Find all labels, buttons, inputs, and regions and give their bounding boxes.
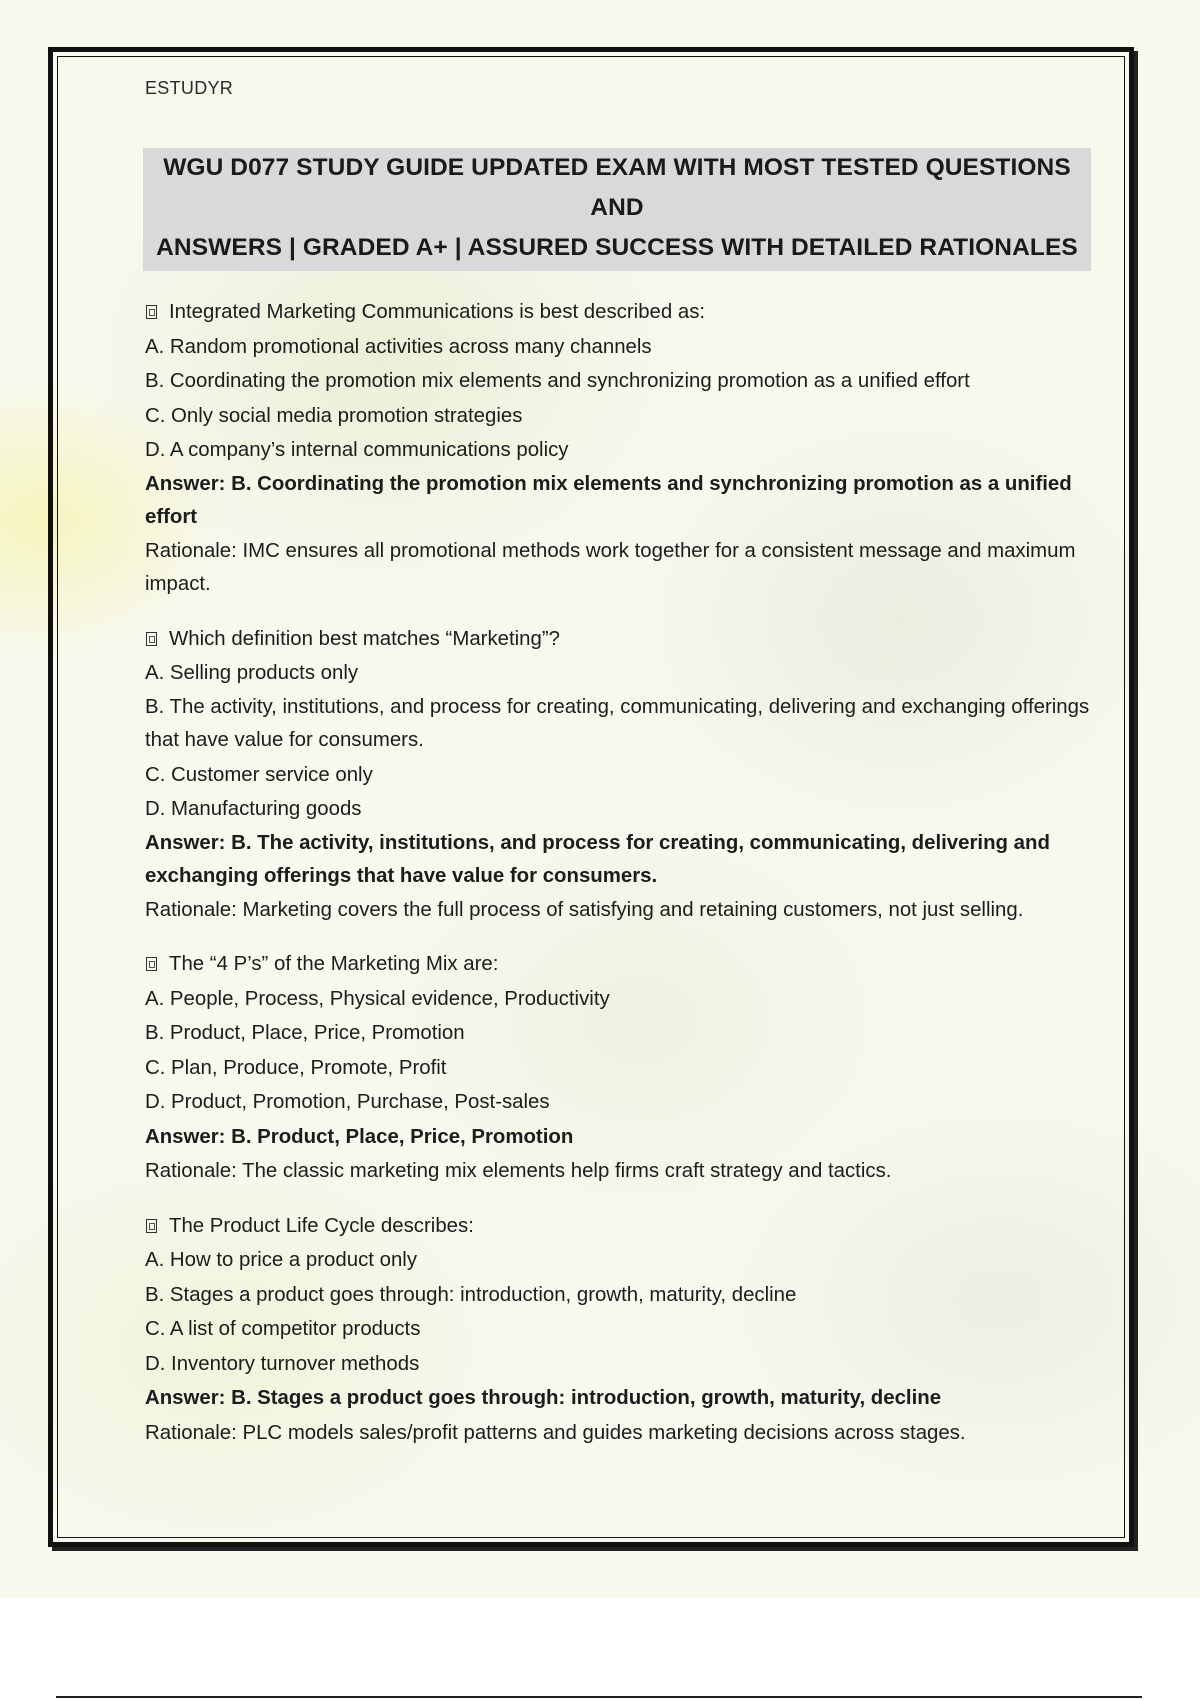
question-block (145, 295, 1091, 602)
option-a: A. How to price a product only (145, 1249, 418, 1271)
title-line-2: ANSWERS | GRADED A+ | ASSURED SUCCESS WITH DETAILED RATIONALES (156, 234, 1078, 261)
document-content (145, 74, 1091, 1450)
footer-rule (56, 1696, 1142, 1698)
checkbox-icon (146, 305, 157, 319)
option-d: D. Manufacturing goods (145, 798, 362, 820)
checkbox-icon (146, 1219, 157, 1233)
answer-text: Answer: B. The activity, institutions, and process for creating, communicating, delivering and exchanging offerings that have value for consumers. (145, 831, 1050, 887)
title-line-1: WGU D077 STUDY GUIDE UPDATED EXAM WITH MOST TESTED QUESTIONS AND (163, 154, 1071, 221)
question-line (145, 295, 1091, 330)
page-bottom-area (0, 1598, 1200, 1700)
checkbox-icon (146, 632, 157, 646)
answer-text: Answer: B. Product, Place, Price, Promotion (145, 1125, 574, 1148)
option-b: B. The activity, institutions, and process for creating, communicating, delivering and exchanging offerings that have value for consumers. (145, 695, 1090, 751)
rationale-text: Rationale: IMC ensures all promotional methods work together for a consistent message and maximum impact. (145, 539, 1076, 595)
question-text: The Product Life Cycle describes: (169, 1214, 474, 1237)
option-c: C. Plan, Produce, Promote, Profit (145, 1056, 447, 1079)
option-a: A. Selling products only (145, 662, 359, 684)
rationale-text: Rationale: The classic marketing mix elements help firms craft strategy and tactics. (145, 1160, 892, 1182)
option-c: C. Customer service only (145, 763, 373, 786)
option-c: C. Only social media promotion strategies (145, 404, 523, 427)
brand-header: ESTUDYR (145, 78, 234, 98)
question-text: Integrated Marketing Communications is best described as: (169, 301, 706, 323)
option-d: D. A company’s internal communications policy (145, 439, 569, 461)
question-block (145, 1209, 1091, 1451)
question-text: Which definition best matches “Marketing”? (169, 627, 560, 650)
question-line (145, 1209, 1091, 1244)
document-title (143, 148, 1091, 271)
question-block (145, 622, 1091, 928)
question-block (145, 947, 1091, 1189)
option-a: A. People, Process, Physical evidence, Productivity (145, 987, 610, 1010)
option-b: B. Product, Place, Price, Promotion (145, 1022, 465, 1044)
checkbox-icon (146, 957, 157, 971)
option-d: D. Inventory turnover methods (145, 1352, 420, 1375)
question-line (145, 947, 1091, 982)
answer-text: Answer: B. Stages a product goes through: introduction, growth, maturity, decline (145, 1387, 942, 1409)
option-b: B. Stages a product goes through: introduction, growth, maturity, decline (145, 1283, 797, 1306)
option-a: A. Random promotional activities across many channels (145, 335, 652, 358)
option-d: D. Product, Promotion, Purchase, Post-sales (145, 1091, 550, 1113)
answer-text: Answer: B. Coordinating the promotion mix elements and synchronizing promotion as a unified effort (145, 472, 1072, 528)
rationale-text: Rationale: PLC models sales/profit patterns and guides marketing decisions across stages. (145, 1421, 966, 1444)
option-c: C. A list of competitor products (145, 1318, 421, 1340)
rationale-text: Rationale: Marketing covers the full process of satisfying and retaining customers, not just selling. (145, 898, 1024, 921)
question-text: The “4 P’s” of the Marketing Mix are: (169, 953, 499, 975)
question-line (145, 622, 1091, 657)
option-b: B. Coordinating the promotion mix elements and synchronizing promotion as a unified effort (145, 370, 970, 392)
